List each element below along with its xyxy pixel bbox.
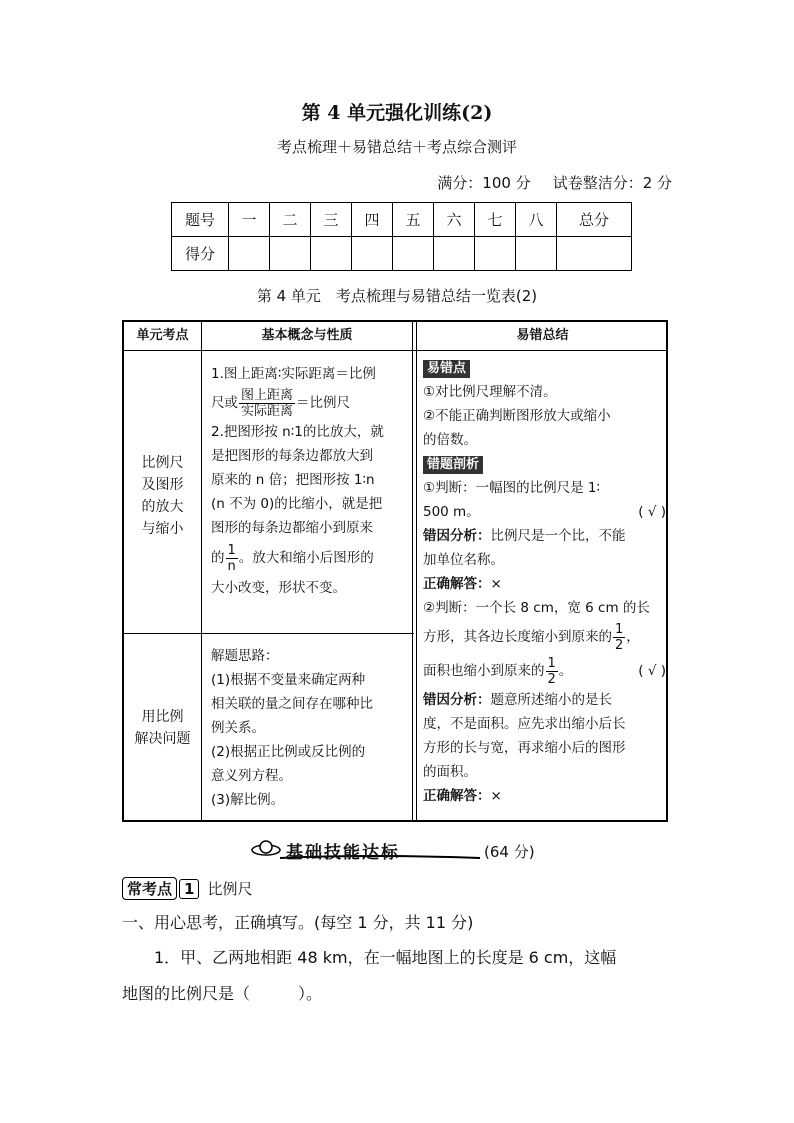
- score-value-row: [172, 237, 632, 271]
- score-header-cell: 题号: [172, 203, 229, 237]
- score-header-cell: 总分: [557, 203, 632, 237]
- score-header-cell: 四: [352, 203, 393, 237]
- divider: [201, 322, 202, 820]
- score-input-cell[interactable]: [475, 237, 516, 271]
- divider: [124, 350, 666, 351]
- row1-content: 1.图上距离∶实际距离＝比例 尺或 $\frac{\text{图上距离}}{\text{实际距离}}$ ＝比例尺 2.把图形按 n∶1的比放大，就 是把图形的每条边都放大到 原来的 n 倍；把图形按 1∶n (n 不为 0)的比缩小，就是把 图形的每条边都缩小到原来 的 $\frac{1}{n}$ 。放大和缩小后图形的 大小改变，形状不变。: [211, 366, 384, 596]
- badge-number: 1: [179, 879, 199, 899]
- score-input-cell[interactable]: [434, 237, 475, 271]
- banner-score: (64 分): [484, 843, 535, 861]
- row2-content: 解题思路： (1)根据不变量来确定两种 相关联的量之间存在哪种比 例关系。 (2)根据正比例或反比例的 意义列方程。 (3)解比例。: [211, 648, 373, 808]
- error-summary: 易错点 ①对比例尺理解不清。 ②不能正确判断图形放大或缩小 的倍数。 错题剖析 ①判断：一幅图的比例尺是 1∶ 500 m。 ( √ ) 错因分析：比例尺是一个比，不能 加单位名称。 正确解答：× ②判断：一个长 8 cm，宽 6 cm 的长 方形，其各边长度缩小到原来的 $\frac{1}{2}$ ， 面积也缩小到原来的 $\frac{1}{2}$ 。 ( √ ) 错因分析：题意所述缩小的是长 度，不是面积。应先求出缩小后长 方形的长与宽，再求缩小后的图形 的面积。 正确解答：×: [423, 361, 666, 804]
- fraction: $\frac{1}{n}$: [227, 542, 236, 574]
- row1-label: 比例尺 及图形 的放大 与缩小: [141, 455, 184, 537]
- badge-label: 常考点: [122, 877, 177, 900]
- score-header-cell: 三: [311, 203, 352, 237]
- score-table: [171, 202, 632, 271]
- fraction: $\frac{1}{2}$: [547, 655, 556, 687]
- score-row-label: 得分: [172, 237, 229, 271]
- summary-table-title: 第 4 单元 考点梳理与易错总结一览表(2): [256, 287, 538, 305]
- full-marks: 满分：100 分: [437, 174, 531, 192]
- score-header-cell: 八: [516, 203, 557, 237]
- score-input-cell[interactable]: [393, 237, 434, 271]
- score-header-cell: 一: [229, 203, 270, 237]
- section-banner: [248, 838, 548, 863]
- header-concepts: 基本概念与性质: [261, 328, 353, 343]
- key-point-badge: [122, 877, 252, 900]
- neatness-score: 试卷整洁分：2 分: [552, 174, 672, 192]
- score-input-cell[interactable]: [352, 237, 393, 271]
- row2-label: 用比例 解决问题: [134, 709, 191, 747]
- fraction: $\frac{\text{图上距离}}{\text{实际距离}}$: [241, 387, 294, 419]
- score-header-cell: 二: [270, 203, 311, 237]
- judgement-mark: ( √ ): [638, 663, 666, 679]
- score-input-cell[interactable]: [229, 237, 270, 271]
- score-header-cell: 五: [393, 203, 434, 237]
- divider: [412, 322, 413, 820]
- score-input-cell[interactable]: [311, 237, 352, 271]
- summary-table: [122, 320, 668, 822]
- score-input-cell[interactable]: [270, 237, 311, 271]
- header-errors: 易错总结: [516, 328, 569, 343]
- header-unit-point: 单元考点: [136, 328, 189, 343]
- subtitle: 考点梳理＋易错总结＋考点综合测评: [276, 138, 517, 156]
- divider: [124, 633, 414, 634]
- badge-topic: 比例尺: [207, 880, 253, 898]
- banner-title: 基础技能达标: [286, 843, 400, 863]
- score-info: [415, 172, 672, 193]
- score-input-cell[interactable]: [557, 237, 632, 271]
- divider: [416, 322, 417, 820]
- score-header-cell: 六: [434, 203, 475, 237]
- judgement-mark: ( √ ): [638, 504, 666, 520]
- score-header-cell: 七: [475, 203, 516, 237]
- question-1: 1．甲、乙两地相距 48 km，在一幅地图上的长度是 6 cm，这幅 地图的比例尺是（ ）。: [122, 948, 617, 1003]
- tag-error-points: 易错点: [423, 360, 470, 378]
- page-title: 第 4 单元强化训练(2): [301, 102, 493, 124]
- score-input-cell[interactable]: [516, 237, 557, 271]
- tag-error-analysis: 错题剖析: [423, 456, 483, 474]
- section-heading: 一、用心思考，正确填写。(每空 1 分，共 11 分): [122, 913, 474, 932]
- score-header-row: [172, 203, 632, 237]
- fraction: $\frac{1}{2}$: [615, 621, 624, 653]
